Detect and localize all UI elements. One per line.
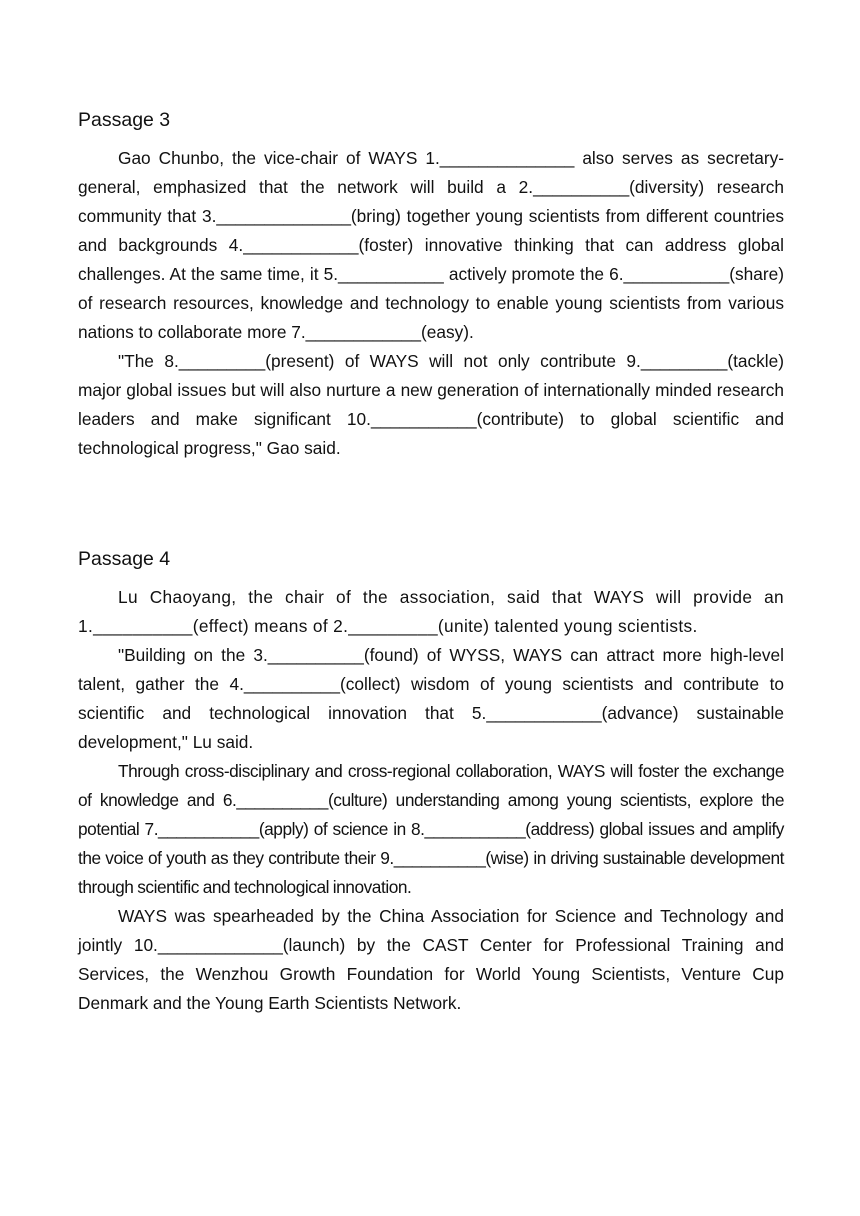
passage-3 [78,106,784,463]
passage-3-paragraph-2: "The 8._________(present) of WAYS will not only contribute 9._________(tackle) major global issues but will also nurture a new generation of internationally minded research leaders and make significant 10.___________(contribute) to global scientific and technological progress," Gao said. [78,351,784,458]
passage-4-paragraph-3: Through cross-disciplinary and cross-regional collaboration, WAYS will foster the exchange of knowledge and 6.__________(culture) understanding among young scientists, explore the potential 7.___________(apply) of science in 8.___________(address) global issues and amplify the voice of youth as they contribute their 9.__________(wise) in driving sustainable development through scientific and technological innovation. [78,761,784,897]
passage-4-paragraph-1: Lu Chaoyang, the chair of the association, said that WAYS will provide an 1.__________(effect) means of 2._________(unite) talented young scientists. [78,587,784,636]
passage-3-title: Passage 3 [78,109,171,131]
passage-4-title: Passage 4 [78,548,171,570]
passage-4-paragraph-4: WAYS was spearheaded by the China Association for Science and Technology and jointly 10._____________(launch) by the CAST Center for Professional Training and Services, the Wenzhou Growth Foundation for World Young Scientists, Venture Cup Denmark and the Young Earth Scientists Network. [78,906,784,1013]
passage-4 [78,545,784,1018]
passage-3-paragraph-1: Gao Chunbo, the vice-chair of WAYS 1.______________ also serves as secretary-general, emphasized that the network will build a 2.__________(diversity) research community that 3.______________(bring) together young scientists from different countries and backgrounds 4.____________(foster) innovative thinking that can address global challenges. At the same time, it 5.___________ actively promote the 6.___________(share) of research resources, knowledge and technology to enable young scientists from various nations to collaborate more 7.____________(easy). [78,148,784,342]
passage-4-paragraph-2: "Building on the 3.__________(found) of WYSS, WAYS can attract more high-level talent, gather the 4.__________(collect) wisdom of young scientists and contribute to scientific and technological innovation that 5.____________(advance) sustainable development," Lu said. [78,645,784,752]
